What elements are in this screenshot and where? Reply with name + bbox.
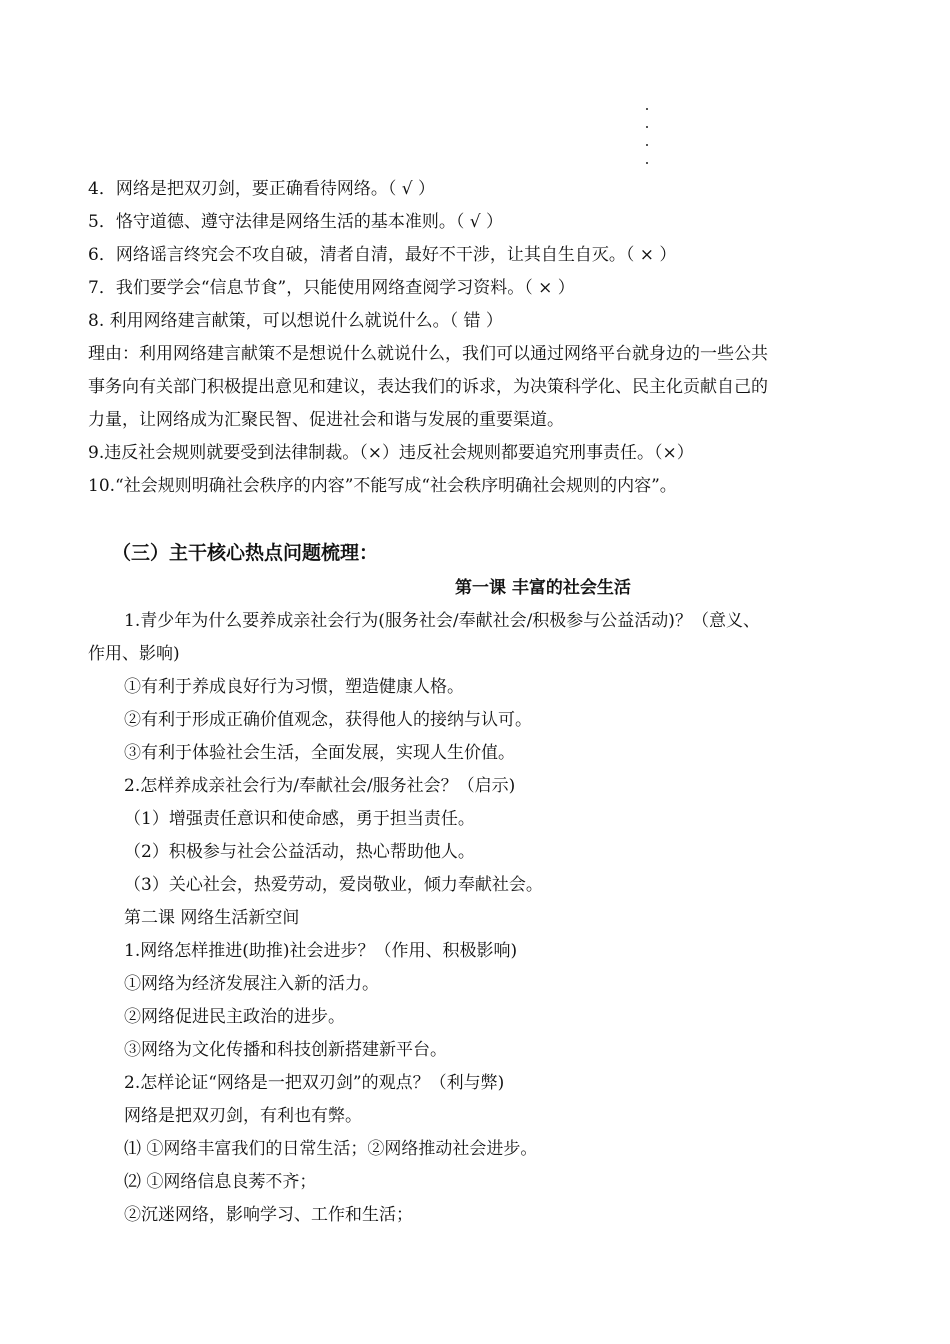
judgment-item-5: 5．恪守道德、遵守法律是网络生活的基本准则。（ √ ） [88,212,503,232]
question-line: 1.青少年为什么要养成亲社会行为(服务社会/奉献社会/积极参与公益活动)？（意义、 [124,611,760,631]
question-line: 1.网络怎样推进(助推)社会进步？（作用、积极影响) [124,941,518,961]
judgment-item-8: 8. 利用网络建言献策，可以想说什么就说什么。（ 错 ） [88,311,503,331]
judgment-item-9: 9.违反社会规则就要受到法律制裁。（×）违反社会规则都要追究刑事责任。（×） [88,443,694,463]
judgment-item-10: 10.“社会规则明确社会秩序的内容”不能写成“社会秩序明确社会规则的内容”。 [88,476,677,496]
answer-point: （1）增强责任意识和使命感，勇于担当责任。 [124,809,475,829]
answer-intro: 网络是把双刃剑，有利也有弊。 [124,1106,362,1126]
answer-point: ⑵ ①网络信息良莠不齐； [124,1172,317,1192]
question-line: 2.怎样养成亲社会行为/奉献社会/服务社会？（启示) [124,776,516,796]
answer-point: ③有利于体验社会生活，全面发展，实现人生价值。 [124,743,515,763]
answer-point: ①网络为经济发展注入新的活力。 [124,974,379,994]
answer-point: ①有利于养成良好行为习惯，塑造健康人格。 [124,677,464,697]
answer-point: （3）关心社会，热爱劳动，爱岗敬业，倾力奉献社会。 [124,875,543,895]
reason-line: 力量，让网络成为汇聚民智、促进社会和谐与发展的重要渠道。 [88,410,564,430]
lesson-2-title: 第二课 网络生活新空间 [124,908,300,928]
margin-dots [645,108,651,180]
answer-point: ②网络促进民主政治的进步。 [124,1007,345,1027]
reason-line: 理由：利用网络建言献策不是想说什么就说什么，我们可以通过网络平台就身边的一些公共 [88,344,768,364]
section-title: （三）主干核心热点问题梳理： [112,542,379,564]
answer-point: ⑴ ①网络丰富我们的日常生活；②网络推动社会进步。 [124,1139,538,1159]
question-line: 作用、影响) [88,644,180,664]
reason-line: 事务向有关部门积极提出意见和建议，表达我们的诉求，为决策科学化、民主化贡献自己的 [88,377,768,397]
dot-mark [646,144,648,146]
lesson-1-title: 第一课 丰富的社会生活 [455,578,631,598]
judgment-item-7: 7．我们要学会“信息节食”，只能使用网络查阅学习资料。（ × ） [88,278,575,298]
judgment-item-6: 6．网络谣言终究会不攻自破，清者自清，最好不干涉，让其自生自灭。（ × ） [88,245,677,265]
answer-point: ②沉迷网络，影响学习、工作和生活； [124,1205,413,1225]
dot-mark [646,126,648,128]
answer-point: ③网络为文化传播和科技创新搭建新平台。 [124,1040,447,1060]
question-line: 2.怎样论证“网络是一把双刃剑”的观点？（利与弊) [124,1073,505,1093]
judgment-item-4: 4．网络是把双刃剑，要正确看待网络。（ √ ） [88,179,435,199]
answer-point: ②有利于形成正确价值观念，获得他人的接纳与认可。 [124,710,532,730]
answer-point: （2）积极参与社会公益活动，热心帮助他人。 [124,842,475,862]
dot-mark [646,162,648,164]
dot-mark [646,108,648,110]
